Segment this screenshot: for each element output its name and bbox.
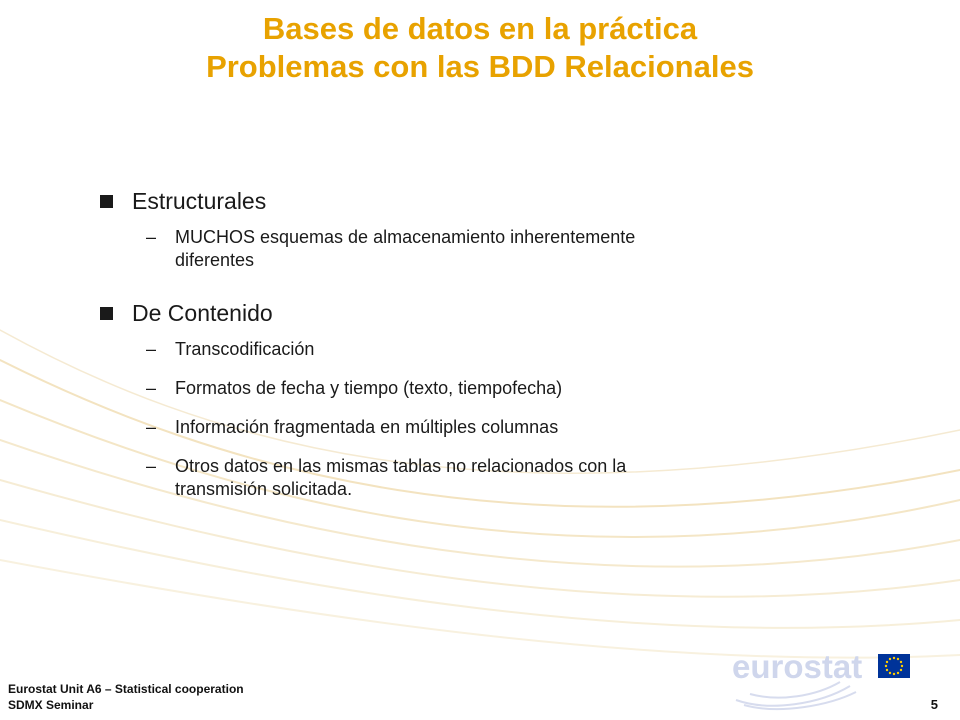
sub-item-line: diferentes bbox=[175, 250, 255, 270]
slide-title bbox=[0, 10, 960, 86]
sub-item bbox=[100, 455, 800, 501]
eurostat-logo bbox=[730, 642, 920, 712]
sub-item bbox=[100, 416, 800, 439]
page-number: 5 bbox=[930, 697, 938, 712]
sub-item-line: Otros datos en las mismas tablas no relacionados con la bbox=[175, 456, 627, 476]
sub-item-line: Transcodificación bbox=[175, 339, 315, 359]
square-bullet-icon bbox=[100, 195, 113, 208]
bullet-label: De Contenido bbox=[132, 300, 273, 326]
logo-wordmark: eurostat bbox=[732, 648, 863, 685]
dash-icon: – bbox=[146, 339, 157, 359]
sub-item-line: Información fragmentada en múltiples columnas bbox=[175, 417, 559, 437]
bullet-estructurales bbox=[100, 186, 800, 216]
sub-item bbox=[100, 226, 800, 272]
sub-item bbox=[100, 377, 800, 400]
dash-icon: – bbox=[146, 456, 157, 476]
slide-content bbox=[100, 186, 800, 501]
footer-line-2: SDMX Seminar bbox=[8, 698, 94, 712]
footer bbox=[8, 681, 244, 713]
bullet-label: Estructurales bbox=[132, 188, 267, 214]
dash-icon: – bbox=[146, 378, 157, 398]
square-bullet-icon bbox=[100, 307, 113, 320]
sub-item-line: Formatos de fecha y tiempo (texto, tiempofecha) bbox=[175, 378, 563, 398]
title-line-2: Problemas con las BDD Relacionales bbox=[206, 49, 754, 84]
dash-icon: – bbox=[146, 417, 157, 437]
sub-item bbox=[100, 338, 800, 361]
bullet-de-contenido bbox=[100, 298, 800, 328]
sub-item-line: transmisión solicitada. bbox=[175, 479, 353, 499]
title-line-1: Bases de datos en la práctica bbox=[262, 11, 698, 46]
sub-item-line: MUCHOS esquemas de almacenamiento inherentemente bbox=[175, 227, 636, 247]
dash-icon: – bbox=[146, 227, 157, 247]
footer-line-1: Eurostat Unit A6 – Statistical cooperation bbox=[8, 682, 244, 696]
